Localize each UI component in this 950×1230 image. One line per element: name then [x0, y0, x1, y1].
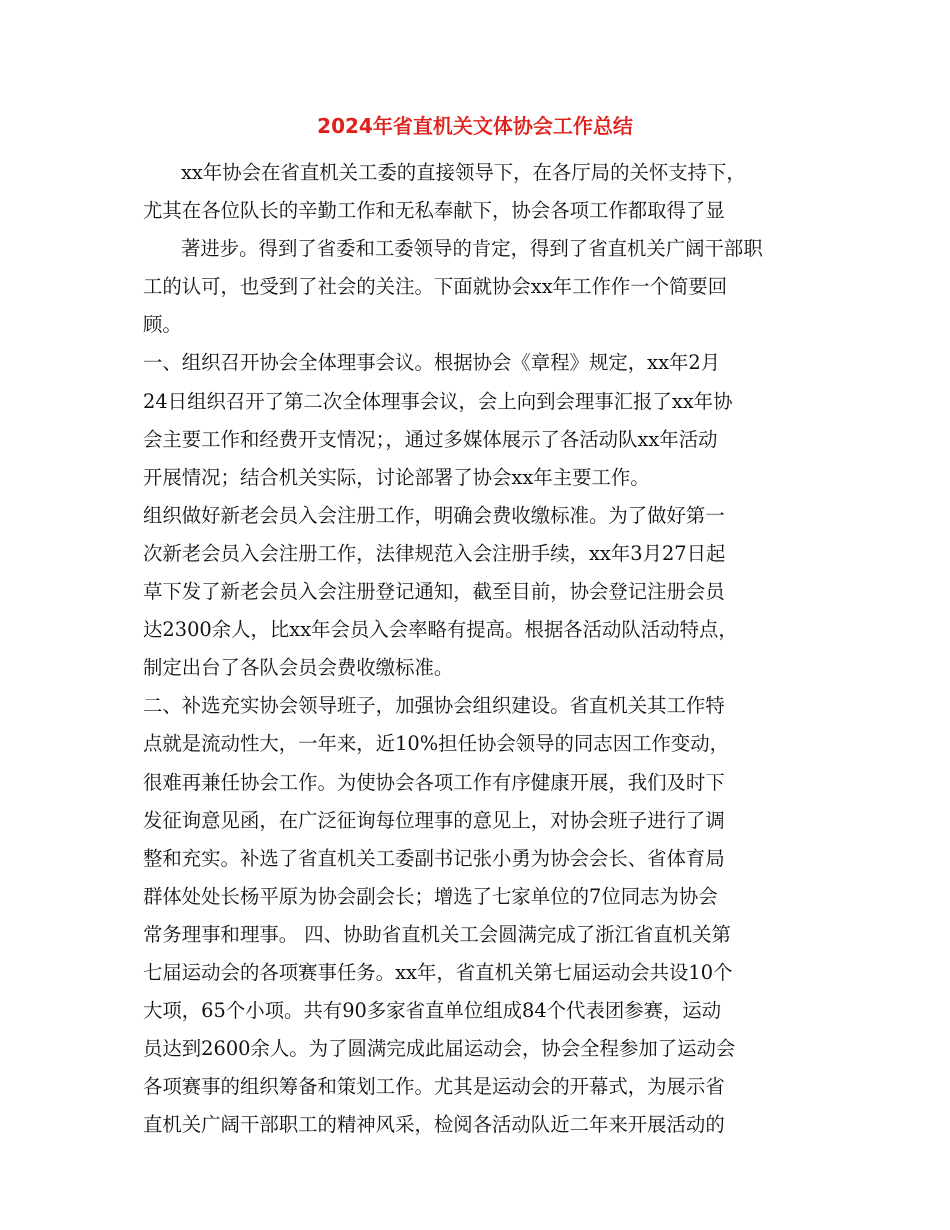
text-line: 著进步。得到了省委和工委领导的肯定，得到了省直机关广阔干部职 [181, 237, 763, 261]
text-line: 发征询意见函，在广泛征询每位理事的意见上，对协会班子进行了调 [143, 808, 725, 832]
text-line: 会主要工作和经费开支情况；，通过多媒体展示了各活动队xx年活动 [143, 427, 718, 451]
text-line: 七届运动会的各项赛事任务。xx年，省直机关第七届运动会共设10个 [143, 960, 733, 984]
text-line: xx年协会在省直机关工委的直接领导下，在各厅局的关怀支持下， [181, 161, 746, 184]
text-line: 组织做好新老会员入会注册工作，明确会费收缴标准。为了做好第一 [143, 503, 725, 527]
text-line: 二、补选充实协会领导班子，加强协会组织建设。省直机关其工作特 [143, 694, 725, 718]
text-line: 各项赛事的组织筹备和策划工作。尤其是运动会的开幕式，为展示省 [143, 1075, 725, 1099]
text-line: 整和充实。补选了省直机关工委副书记张小勇为协会会长、省体育局 [143, 846, 725, 870]
text-line: 一、组织召开协会全体理事会议。根据协会《章程》规定，xx年2月 [143, 351, 721, 375]
text-line: 24日组织召开了第二次全体理事会议，会上向到会理事汇报了xx年协 [143, 389, 733, 413]
text-line: 尤其在各位队长的辛勤工作和无私奉献下，协会各项工作都取得了显 [143, 199, 725, 223]
text-line: 开展情况；结合机关实际，讨论部署了协会xx年主要工作。 [143, 465, 650, 489]
document-title: 2024年省直机关文体协会工作总结 [317, 114, 633, 138]
text-line: 点就是流动性大，一年来，近10%担任协会领导的同志因工作变动， [143, 732, 730, 756]
text-line: 大项，65个小项。共有90多家省直单位组成84个代表团参赛，运动 [143, 999, 722, 1023]
text-line: 草下发了新老会员入会注册登记通知，截至目前，协会登记注册会员 [143, 580, 725, 604]
document-body [143, 154, 811, 1144]
text-line: 达2300余人，比xx年会员入会率略有提高。根据各活动队活动特点， [143, 618, 738, 642]
text-line: 员达到2600余人。为了圆满完成此届运动会，协会全程参加了运动会 [143, 1037, 736, 1061]
text-line: 次新老会员入会注册工作，法律规范入会注册手续，xx年3月27日起 [143, 541, 726, 565]
text-line: 很难再兼任协会工作。为使协会各项工作有序健康开展，我们及时下 [143, 770, 725, 794]
text-line: 群体处处长杨平原为协会副会长；增选了七家单位的7位同志为协会 [143, 884, 718, 908]
text-line: 顾。 [143, 313, 182, 337]
text-line: 直机关广阔干部职工的精神风采，检阅各活动队近二年来开展活动的 [143, 1113, 725, 1137]
text-line: 工的认可，也受到了社会的关注。下面就协会xx年工作作一个简要回 [143, 275, 728, 299]
text-line: 制定出台了各队会员会费收缴标准。 [143, 656, 454, 680]
text-line: 常务理事和理事。 四、协助省直机关工会圆满完成了浙江省直机关第 [143, 922, 731, 946]
